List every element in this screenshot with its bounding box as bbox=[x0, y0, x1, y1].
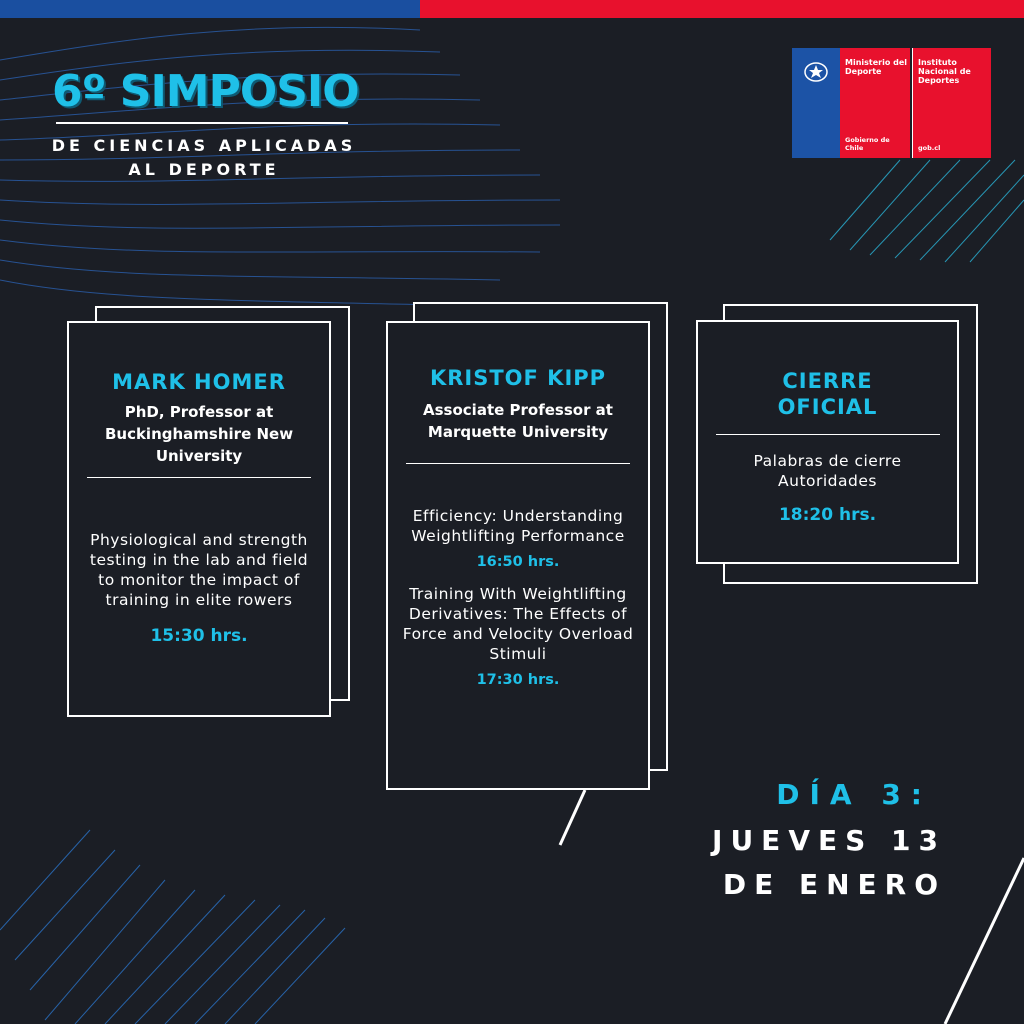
talk-title: Physiological and strength testing in the lab and field to monitor the impact of training in elite rowers bbox=[89, 531, 309, 609]
talk-title-1: Efficiency: Understanding Weightlifting Performance bbox=[411, 507, 625, 545]
day-date-line-1: JUEVES 13 bbox=[712, 824, 946, 857]
logo-site-text: gob.cl bbox=[918, 144, 941, 152]
logo-government-text: Gobierno de Chile bbox=[845, 136, 890, 152]
speaker-name: KRISTOF KIPP bbox=[429, 366, 607, 390]
speaker-card-homer bbox=[67, 321, 331, 717]
chile-crest-icon bbox=[800, 58, 832, 84]
day-label: DÍA 3: bbox=[776, 778, 932, 811]
talk-time-1: 16:50 hrs. bbox=[476, 554, 560, 570]
speaker-name: MARK HOMER bbox=[112, 370, 286, 394]
card-divider bbox=[406, 463, 630, 464]
closing-description: Palabras de cierre Autoridades bbox=[753, 452, 902, 490]
talk-time: 15:30 hrs. bbox=[150, 626, 248, 646]
speaker-role: PhD, Professor at Buckinghamshire New University bbox=[104, 403, 294, 465]
subtitle-line-2: AL DEPORTE bbox=[128, 160, 280, 179]
logo-ministry-panel bbox=[840, 48, 910, 158]
logo-institute-panel bbox=[912, 48, 991, 158]
logo-ministry-text: Ministerio del Deporte bbox=[845, 58, 908, 76]
closing-card bbox=[696, 320, 959, 564]
talk-title-2: Training With Weightlifting Derivatives: The Effects of Force and Velocity Overload Stimuli bbox=[402, 585, 634, 663]
subtitle-line-1: DE CIENCIAS APLICADAS bbox=[51, 136, 357, 155]
closing-time: 18:20 hrs. bbox=[778, 505, 877, 525]
card-divider bbox=[716, 434, 940, 435]
logo-crest-panel bbox=[792, 48, 840, 158]
event-subtitle bbox=[48, 134, 360, 182]
speaker-role: Associate Professor at Marquette University bbox=[423, 401, 613, 441]
talk-time-2: 17:30 hrs. bbox=[476, 672, 560, 688]
card-divider bbox=[87, 477, 311, 478]
closing-title: CIERRE OFICIAL bbox=[777, 369, 878, 419]
speaker-card-kipp bbox=[386, 321, 650, 790]
government-logo bbox=[792, 48, 991, 158]
event-title: 6º SIMPOSIO bbox=[52, 66, 359, 117]
title-divider bbox=[56, 122, 348, 124]
logo-institute-text: Instituto Nacional de Deportes bbox=[918, 58, 971, 85]
day-date-line-2: DE ENERO bbox=[722, 868, 946, 901]
